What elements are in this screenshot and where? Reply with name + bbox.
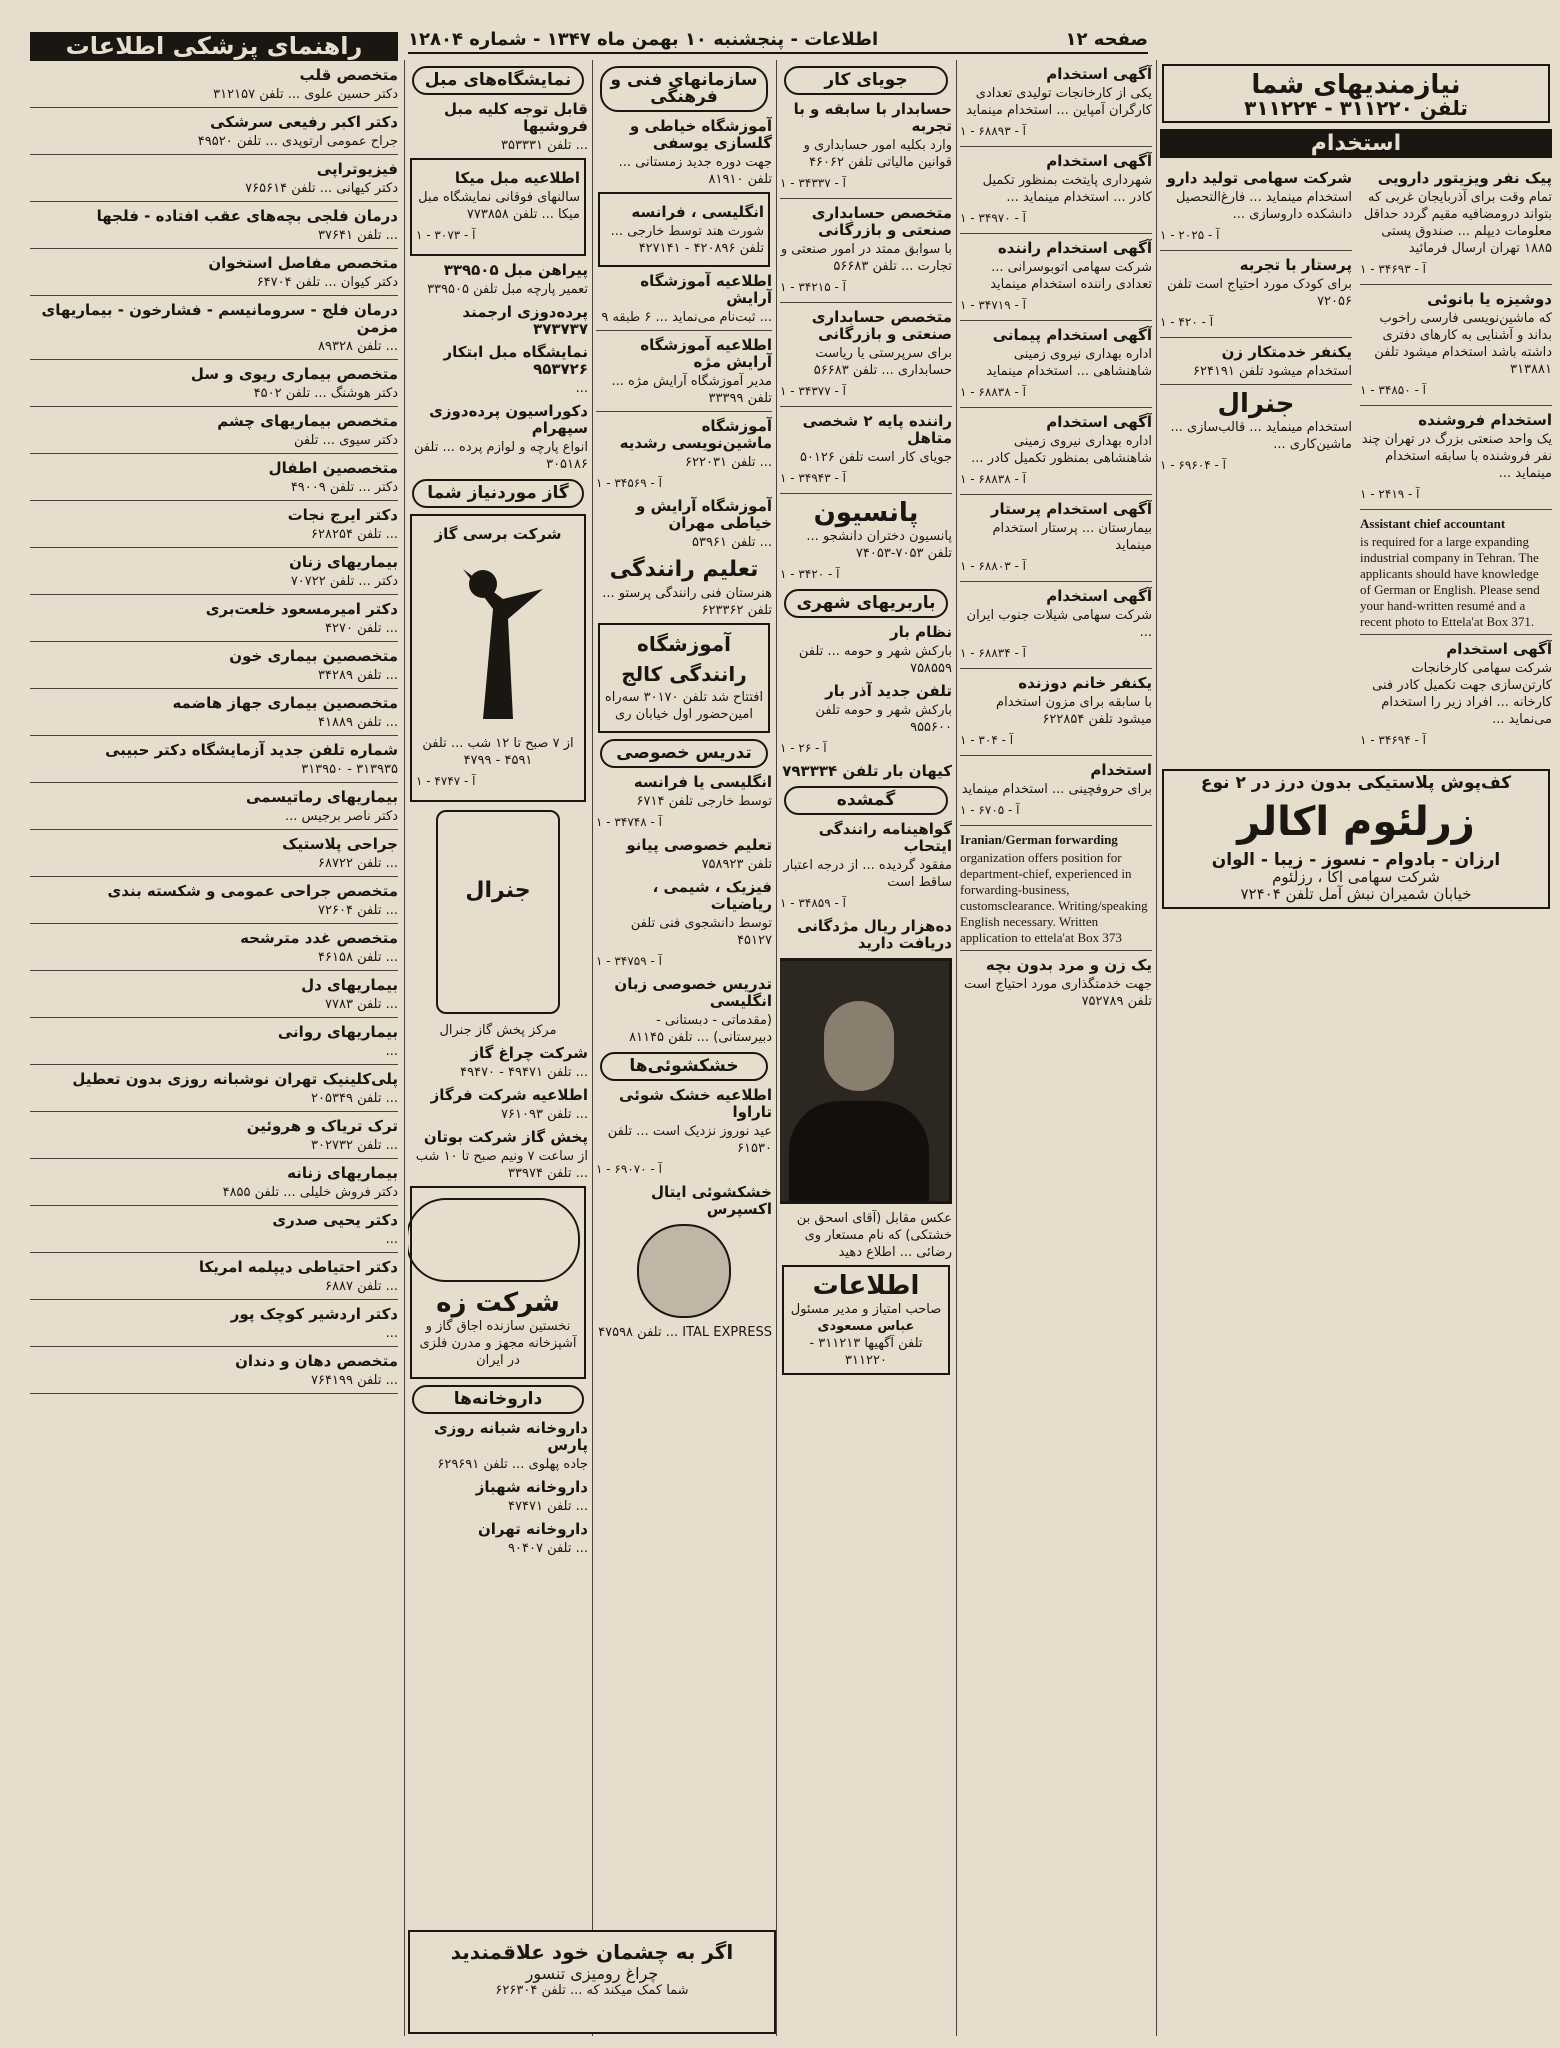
ad-code: آ - ۶۷۰۵ - ۱ [960,803,1020,817]
ad-title: قابل توجه کلیه مبل فروشیها [444,100,588,135]
ad-body: جهت خدمتگذاری مورد احتیاج است تلفن ۷۵۲۷۸۹ [964,977,1152,1009]
gas-heading: گاز موردنیاز شما [412,479,584,508]
medical-item-title: ترک تریاک و هروئین [246,1117,398,1135]
ad-title: دکوراسیون پرده‌دوزی سپهرام [429,402,588,437]
ad-body: که ماشین‌نویسی فارسی راخوب بداند و آشنایی به کارهای دفتری داشته باشد استخدام میشود تلفن ۳۱۳۸۸۱ [1374,311,1552,377]
ad-title: اطلاعیه خشک شوئی تاراوا [619,1086,772,1121]
medical-item-title: پلی‌کلینیک تهران نوشبانه روزی بدون تعطیل [72,1070,398,1088]
ad-body: مدیر آموزشگاه آرایش مژه ... تلفن ۳۳۳۹۹ [611,374,772,406]
pharmacy-heading: داروخانه‌ها [412,1385,584,1414]
ad-body: توسط دانشجوی فنی تلفن ۴۵۱۲۷ [630,916,772,948]
medical-list [30,67,398,1394]
medical-item-body: دکتر هوشنگ ... تلفن ۴۵۰۲ [253,386,398,401]
column-jobseekers [780,60,952,2036]
ad-code: آ - ۶۸۸۳۴ - ۱ [960,646,1026,660]
medical-item-title: دکتر امیرمسعود خلعت‌بری [205,600,398,618]
cultural-heading: سازمانهای فنی و فرهنگی [600,66,768,112]
medical-item-body: ... تلفن ۳۰۲۷۳۲ [311,1138,398,1153]
page-header [408,26,1148,54]
masthead-phones: تلفن آگهیها ۳۱۱۲۱۳ - ۳۱۱۲۲۰ [809,1336,923,1368]
ad-title: اطلاعیه آموزشگاه آرایش مژه [640,336,772,371]
medical-item-body: ... تلفن ۸۹۳۲۸ [318,339,398,354]
furniture-heading: نمایشگاه‌های مبل [412,66,584,95]
ad-code: آ - ۳۴۹۷۰ - ۱ [960,211,1026,225]
medical-item-body: ... تلفن ۷۷۸۳ [325,997,398,1012]
medical-item-body: ... تلفن ۶۸۷۲۲ [318,856,398,871]
general-gas-bottle [436,810,560,1014]
ad-code: آ - ۳۴۶۹۳ - ۱ [1360,262,1426,276]
ad-title: پرستار با تجربه [1239,256,1352,274]
medical-item-title: دکتر یحیی صدری [272,1211,398,1229]
ad-title: یکنفر خدمتکار زن [1221,343,1352,361]
ad-body: استخدام مینماید ... قالب‌سازی ... ماشین‌کاری ... [1170,420,1352,452]
ad-body: شهرداری پایتخت بمنظور تکمیل کادر ... استخدام مینماید ... [982,173,1152,205]
ad-code: آ - ۳۴۶۹۴ - ۱ [1360,733,1426,747]
lamp-ad [408,1930,776,2034]
medical-item-body: ... تلفن ۳۴۲۸۹ [318,668,398,683]
ad-body: شرکت سهامی شیلات جنوب ایران ... [966,608,1152,640]
driving-school-body: افتتاح شد تلفن ۳۰۱۷۰ سه‌راه امین‌حضور اول خیابان ری [604,690,764,722]
ad-title: یکنفر خانم دوزنده [1018,674,1152,692]
floor-ad-brand: زرلئوم اکالر [1237,799,1475,845]
lamp-title: اگر به چشمان خود علاقمندید [450,1940,734,1964]
ad-body: مفقود گردیده ... از درجه اعتبار ساقط است [783,858,952,890]
photo-caption: عکس مقابل (آقای اسحق بن خشتکی) که نام مستعار وی رضائی ... اطلاع دهید [796,1211,952,1260]
masthead-title: اطلاعات [812,1271,920,1301]
ad-code: آ - ۶۸۸۰۳ - ۱ [960,559,1026,573]
column-cultural [596,60,772,2036]
ad-body: با سابقه برای مزون استخدام میشود تلفن ۶۲۲۸۵۴ [996,695,1152,727]
ad-title: پیک نفر ویزیتور دارویی [1377,169,1552,187]
lamp-body: چراغ رومیزی تنسور [525,1964,659,1983]
ad-body: عید نوروز نزدیک است ... تلفن ۶۱۵۳۰ [607,1124,772,1156]
medical-item-title: بیماریهای رماتیسمی [245,788,398,806]
ettelaat-masthead [782,1265,950,1375]
ad-body: جاده پهلوی ... تلفن ۶۲۹۶۹۱ [437,1457,588,1472]
medical-item-body: ... [385,1232,398,1247]
ad-title: متخصص حسابداری صنعتی و بازرگانی [811,204,952,239]
medical-item-title: دکتر اردشیر کوچک پور [230,1305,398,1323]
medical-item-body: ... [385,1326,398,1341]
employment-heading: استخدام [1160,129,1552,158]
ad-code: آ - ۶۹۰۷۰ - ۱ [596,1162,662,1176]
driving-body: هنرستان فنی رانندگی پرستو ... تلفن ۶۲۳۳۶۲ [602,586,772,618]
masthead-editor: عباس مسعودی [817,1319,915,1334]
ad-title-english: Assistant chief accountant [1360,516,1506,531]
medical-item-body: دکتر کیهانی ... تلفن ۷۶۵۶۱۴ [245,181,398,196]
medical-item-body: ... [385,1044,398,1059]
ad-body: بارکش شهر و حومه تلفن ۹۵۵۶۰۰ [815,703,952,735]
medical-item-title: بیماریهای روانی [277,1023,398,1041]
medical-item-title: متخصصین بیماری جهاز هاضمه [172,694,398,712]
bottle-label: جنرال [465,878,531,903]
ad-body: شرکت سهامی اتوبوسرانی ... تعدادی راننده استخدام مینماید [990,260,1152,292]
needs-subcol-b [1160,164,1352,755]
ad-title: اطلاعیه آموزشگاه آرایش [640,272,772,307]
medical-item-title: متخصصین بیماری خون [229,647,398,665]
ad-body: برای حروفچینی ... استخدام مینماید [961,782,1152,797]
ad-title: خشکشوئی ایتال اکسپرس [650,1183,772,1218]
ad-body: ... [575,381,588,396]
ad-body: استخدام میشود تلفن ۶۲۴۱۹۱ [1193,364,1352,379]
ad-body: جهت دوره جدید زمستانی ... تلفن ۸۱۹۱۰ [618,155,772,187]
ad-body: سالنهای فوقانی نمایشگاه مبل میکا ... تلفن ۷۷۳۸۵۸ [418,190,580,222]
ad-code: آ - ۳۴۵۶۹ - ۱ [596,476,662,490]
medical-item-body: ... تلفن ۳۷۶۴۱ [318,228,398,243]
ad-title: انگلیسی ، فرانسه [631,203,764,221]
medical-item-body: دکتر حسین علوی ... تلفن ۳۱۲۱۵۷ [213,87,398,102]
ad-title: آگهی استخدام [1046,152,1152,170]
medical-item-body: دکتر ناصر برجیس ... [285,809,398,824]
medical-item-body: جراح عمومی ارتوپدی ... تلفن ۴۹۵۲۰ [197,134,398,149]
medical-item-title: متخصص دهان و دندان [235,1352,398,1370]
ad-title: راننده پایه ۲ شخصی متاهل [802,412,952,447]
ad-title: آگهی استخدام [1046,413,1152,431]
driving-school: آموزشگاه رانندگی کالج [621,632,747,686]
ad-title: اطلاعیه شرکت فرگاز [430,1086,588,1104]
lamp-sub: شما کمک میکند که ... تلفن ۶۲۶۳۰۴ [495,1983,689,1998]
needs-title: نیازمندیهای شما [1251,70,1461,100]
ad-body: استخدام مینماید ... فارغ‌التحصیل دانشکده داروسازی ... [1176,190,1352,222]
ad-code: آ - ۳۴۷۱۹ - ۱ [960,298,1026,312]
ad-code: آ - ۳۴۸۵۹ - ۱ [780,896,846,910]
medical-item-title: فیزیوتراپی [316,160,398,178]
medical-item-title: درمان فلج - سرومانیسم - فشارخون - بیماریهای مزمن [41,301,398,336]
medical-item-body: ... تلفن ۴۶۱۵۸ [318,950,398,965]
ad-code: آ - ۳۴۳۳۷ - ۱ [780,176,846,190]
ad-body: (مقدماتی - دبستانی - دبیرستانی) ... تلفن ۸۱۱۴۵ [629,1013,772,1045]
ad-title: آگهی استخدام پرستار [990,500,1152,518]
ad-code: آ - ۶۸۸۳۸ - ۱ [960,385,1026,399]
ad-body: تلفن ۷۵۸۹۲۳ [701,857,772,872]
floor-ad-headline: کف‌پوش پلاستیکی بدون درز در ۲ نوع [1200,773,1512,793]
ad-title: آموزشگاه خیاطی و گلسازی یوسفی [629,117,772,152]
ad-title: آگهی استخدام [1046,65,1152,83]
ad-body: برای سرپرستی یا ریاست حسابداری ... تلفن ۵۶۶۸۳ [813,346,952,378]
medical-item-title: دکتر ایرج نجات [287,506,398,524]
ad-body: ... تلفن ۷۶۱۰۹۳ [501,1107,588,1122]
ad-body: بارکش شهر و حومه ... تلفن ۷۵۸۵۵۹ [798,644,952,676]
ital-express-logo [637,1224,731,1318]
ad-title: نظام بار [890,623,952,641]
column-needs [1160,60,1552,2036]
ad-title: فیزیک ، شیمی ، ریاضیات [652,878,772,913]
baggage-heading: باربریهای شهری [784,589,948,618]
ad-body: یکی از کارخانجات تولیدی تعدادی کارگران آمپاین ... استخدام مینماید [966,86,1152,118]
medical-item-title: متخصص قلب [299,66,398,84]
ad-title: کیهان بار تلفن ۷۹۳۳۳۴ [782,762,952,780]
pension-body: پانسیون دختران دانشجو ... تلفن ۷۰۵۳-۷۴۰۵۳ [806,529,952,561]
ad-title: آگهی استخدام راننده [997,239,1152,257]
ad-code: آ - ۳۴۷۵۹ - ۱ [596,954,662,968]
zeta-body: نخستین سازنده اجاق گاز و آشپزخانه مجهز و مدرن فلزی در ایران [419,1319,577,1368]
medical-item-title: متخصص بیماری ریوی و سل [190,365,398,383]
medical-item-body: ... تلفن ۷۶۴۱۹۹ [311,1373,398,1388]
medical-item-body: ... تلفن ۶۸۸۷ [325,1279,398,1294]
page-number: صفحه ۱۲ [1065,28,1148,50]
ad-title: پیراهن مبل ۳۳۹۵۰۵ [443,261,588,279]
ad-title: تلفن جدید آذر بار [825,682,952,700]
ad-title: پخش گاز شرکت بوتان [423,1128,588,1146]
laundry-heading: خشکشوئی‌ها [600,1052,768,1081]
column-employment-2 [960,60,1152,2036]
floor-ad-address: خیابان شمیران نبش آمل تلفن ۷۲۴۰۴ [1240,885,1472,903]
ad-title: پرده‌دوزی ارجمند ۳۷۳۷۳۷ [462,303,588,338]
ad-body: جویای کار است تلفن ۵۰۱۲۶ [799,450,952,465]
tutoring-heading: تدریس خصوصی [600,739,768,768]
ad-title: تعلیم خصوصی پیانو [626,836,772,854]
zeta-swallow-logo [408,1198,580,1282]
ad-code: آ - ۴۷۴۷ - ۱ [416,774,476,788]
medical-item-body: ... تلفن ۷۲۶۰۴ [318,903,398,918]
ad-code: آ - ۲۶ - ۱ [780,741,827,755]
ad-title: دوشیزه یا بانوئی [1427,290,1552,308]
column-furniture [408,60,588,2036]
ad-title: آگهی استخدام پیمانی [992,326,1152,344]
medical-item-body: دکتر ... تلفن ۴۹۰۰۹ [290,480,398,495]
medical-item-title: دکتر اکبر رفیعی سرشکی [210,113,398,131]
medical-item-body: دکتر فروش خلیلی ... تلفن ۴۸۵۵ [222,1185,398,1200]
medical-item-title: بیماریهای زنانه [287,1164,398,1182]
ad-title: متخصص حسابداری صنعتی و بازرگانی [811,308,952,343]
pension-title: پانسیون [813,498,919,528]
ad-body: از ساعت ۷ ونیم صبح تا ۱۰ شب ... تلفن ۳۳۹۷۴ [415,1149,588,1181]
ad-title: حسابدار با سابقه و با تجربه [793,100,952,135]
medical-item-title: دکتر احتیاطی دیپلمه امریکا [198,1258,398,1276]
ad-code: آ - ۶۹۶۰۴ - ۱ [1160,458,1226,472]
ad-body: ... تلفن ۴۹۴۷۱ - ۴۹۴۷۰ [460,1065,588,1080]
ad-code: آ - ۳۴۲۰ - ۱ [780,567,840,581]
needs-masthead [1162,64,1550,123]
ad-body: انواع پارچه و لوازم پرده ... تلفن ۳۰۵۱۸۶ [413,440,588,472]
ad-title: داروخانه تهران [477,1520,588,1538]
ad-body-english: organization offers position for department-chief, experienced in forwarding-business, customsclearance. Writing/speaking English necessary. Written application to ettela'at Box 373 [960,850,1148,945]
floor-ad-features: ارزان - بادوام - نسوز - زیبا - الوان [1211,850,1501,870]
ad-body: شرکت سهامی کارخانجات کارتن‌سازی جهت تکمیل کادر فنی کارخانه ... افراد زیر را استخدام می‌نماید ... [1372,661,1552,727]
ad-code: آ - ۳۰۴ - ۱ [960,733,1014,747]
ad-code: آ - ۲۴۱۹ - ۱ [1360,487,1420,501]
medical-item-body: ... تلفن ۴۲۷۰ [325,621,398,636]
ad-code: آ - ۳۴۷۴۸ - ۱ [596,815,662,829]
ad-body: از ۷ صبح تا ۱۲ شب ... تلفن ۴۵۹۱ - ۴۷۹۹ [422,736,574,768]
ad-body: ... تلفن ۶۲۲۰۳۱ [685,455,772,470]
medical-item-title: متخصص جراحی عمومی و شکسته بندی [107,882,398,900]
medical-item-title: متخصص مفاصل استخوان [208,254,398,272]
ad-body: ... تلفن ۴۷۴۷۱ [508,1499,588,1514]
ad-body: ... تلفن ۹۰۴۰۷ [508,1541,588,1556]
ad-code: آ - ۳۴۳۷۷ - ۱ [780,384,846,398]
ad-title: استخدام فروشنده [1418,411,1552,429]
medical-item-title: متخصص غدد مترشحه [240,929,398,947]
ad-body: شورت هند توسط خارجی ... تلفن ۴۲۰۸۹۶ - ۴۲۷۱۴۱ [610,224,764,256]
ad-body: بیمارستان ... پرستار استخدام مینماید [992,521,1152,553]
ad-title: استخدام [1090,761,1152,779]
ad-title: شرکت چراغ گاز [470,1044,588,1062]
medical-item-title: بیماریهای دل [301,976,398,994]
masthead-line: صاحب امتیاز و مدیر مسئول [790,1302,942,1317]
ad-title: نمایشگاه مبل ابتکار ۹۵۳۷۲۶ [443,343,588,378]
ad-body: اداره بهداری نیروی زمینی شاهنشاهی بمنظور تکمیل کادر ... [971,434,1152,466]
ad-title: داروخانه شبانه روزی پارس [434,1419,588,1454]
medical-heading: راهنمای پزشکی اطلاعات [30,32,398,61]
needs-phone: تلفن ۳۱۱۲۲۰ - ۳۱۱۲۲۴ [1244,96,1468,120]
missing-person-photo [780,958,952,1204]
medical-item-title: متخصصین اطفال [268,459,398,477]
issue-line: اطلاعات - پنجشنبه ۱۰ بهمن ماه ۱۳۴۷ - شماره ۱۲۸۰۴ [408,28,879,50]
floor-ad [1162,769,1550,909]
fox-mascot-icon [423,549,573,729]
medical-item-body: دکتر سیوی ... تلفن [294,433,398,448]
medical-item-title: جراحی پلاستیک [282,835,398,853]
ad-code: آ - ۲۰۲۵ - ۱ [1160,228,1220,242]
floor-ad-company: شرکت سهامی اکا ، رزلئوم [1272,868,1440,886]
ad-title: تدریس خصوصی زبان انگلیسی [614,975,772,1010]
medical-item-title: بیماریهای زنان [289,553,398,571]
ad-body: ITAL EXPRESS ... تلفن ۴۷۵۹۸ [598,1325,772,1340]
ad-title: شرکت برسی گاز [434,525,562,543]
medical-item-body: ... تلفن ۶۲۸۲۵۴ [311,527,398,542]
ad-body: وارد بکلیه امور حسابداری و قوانین مالیاتی تلفن ۴۶۰۶۲ [803,138,952,170]
ad-title: آموزشگاه ماشین‌نویسی رشدیه [619,417,772,452]
ad-title: آگهی استخدام [1046,587,1152,605]
ad-title: آموزشگاه آرایش و خیاطی مهران [636,497,772,532]
medical-item-body: ... تلفن ۴۱۸۸۹ [318,715,398,730]
ad-title: یک زن و مرد بدون بچه [985,956,1152,974]
medical-item-title: متخصص بیماریهای چشم [217,412,398,430]
ad-code: آ - ۶۸۸۹۳ - ۱ [960,124,1026,138]
ad-body: توسط خارجی تلفن ۶۷۱۴ [636,794,772,809]
jobseekers-heading: جویای کار [784,66,948,95]
ad-body: یک واحد صنعتی بزرگ در تهران چند نفر فروشنده با سابقه استخدام مینماید ... [1361,432,1552,481]
medical-item-title: شماره تلفن جدید آزمایشگاه دکتر حبیبی [105,741,398,759]
medical-item-body: دکتر ... تلفن ۷۰۷۲۲ [290,574,398,589]
ad-title: شرکت سهامی تولید دارو [1166,169,1352,187]
column-medical [30,30,398,2036]
zeta-title: شرکت زه [436,1288,560,1318]
medical-item-body: ... تلفن ۲۰۵۳۴۹ [311,1091,398,1106]
ad-body: اداره بهداری نیروی زمینی شاهنشاهی ... استخدام مینماید [986,347,1152,379]
ad-title: اطلاعیه مبل میکا [454,169,580,187]
ad-body: ... تلفن ۳۵۳۳۳۱ [501,138,588,153]
lost-heading: گمشده [784,786,948,815]
ad-body: ... تلفن ۵۳۹۶۱ [692,535,772,550]
ad-code: آ - ۳۴۸۵۰ - ۱ [1360,383,1426,397]
ad-title: ده‌هزار ریال مژدگانی دریافت دارید [797,917,952,952]
ad-code: آ - ۳۴۲۱۵ - ۱ [780,280,846,294]
medical-item-title: درمان فلجی بچه‌های عقب افتاده - فلجها [96,207,398,225]
ad-body: برای کودک مورد احتیاج است تلفن ۷۲۰۵۶ [1167,277,1352,309]
driving-title: تعلیم رانندگی [609,557,759,582]
general-logo: جنرال [1217,389,1295,419]
ad-code: آ - ۳۴۹۴۳ - ۱ [780,471,846,485]
ad-body: تعمیر پارچه مبل تلفن ۳۳۹۵۰۵ [427,282,588,297]
ad-code: آ - ۴۲۰ - ۱ [1160,315,1214,329]
ad-title: انگلیسی یا فرانسه [633,773,772,791]
ad-title-english: Iranian/German forwarding [960,832,1118,847]
ad-body: تمام وقت برای آذربایجان غربی که بتواند درومضافیه مقیم گردد حداقل معلومات دیپلم ... صندوق پستی ۱۸۸۵ تهران ارسال فرمائید [1363,190,1552,256]
ad-title: گواهینامه رانندگی ایتحاب [818,820,952,855]
ad-code: آ - ۶۸۸۳۸ - ۱ [960,472,1026,486]
ad-body: مرکز پخش گاز جنرال [439,1023,557,1038]
ad-code: آ - ۳۰۷۳ - ۱ [416,228,476,242]
ad-body-english: is required for a large expanding industrial company in Tehran. The applicants should have knowledge of German or English. Please send your hand-written resumé and a recent photo to Ettela'at Box 371. [1360,534,1540,629]
medical-item-body: دکتر کیوان ... تلفن ۶۴۷۰۴ [256,275,398,290]
ad-body: ... ثبت‌نام می‌نماید ... ۶ طبقه ۹ [601,310,772,325]
ad-title: داروخانه شهباز [475,1478,588,1496]
needs-subcol-a [1360,164,1552,755]
ad-title: آگهی استخدام [1446,640,1552,658]
ad-body: با سوابق ممتد در امور صنعتی و تجارت ... تلفن ۵۶۶۸۳ [780,242,952,274]
medical-item-body: ۳۱۳۹۳۵ - ۳۱۳۹۵۰ [301,762,398,777]
